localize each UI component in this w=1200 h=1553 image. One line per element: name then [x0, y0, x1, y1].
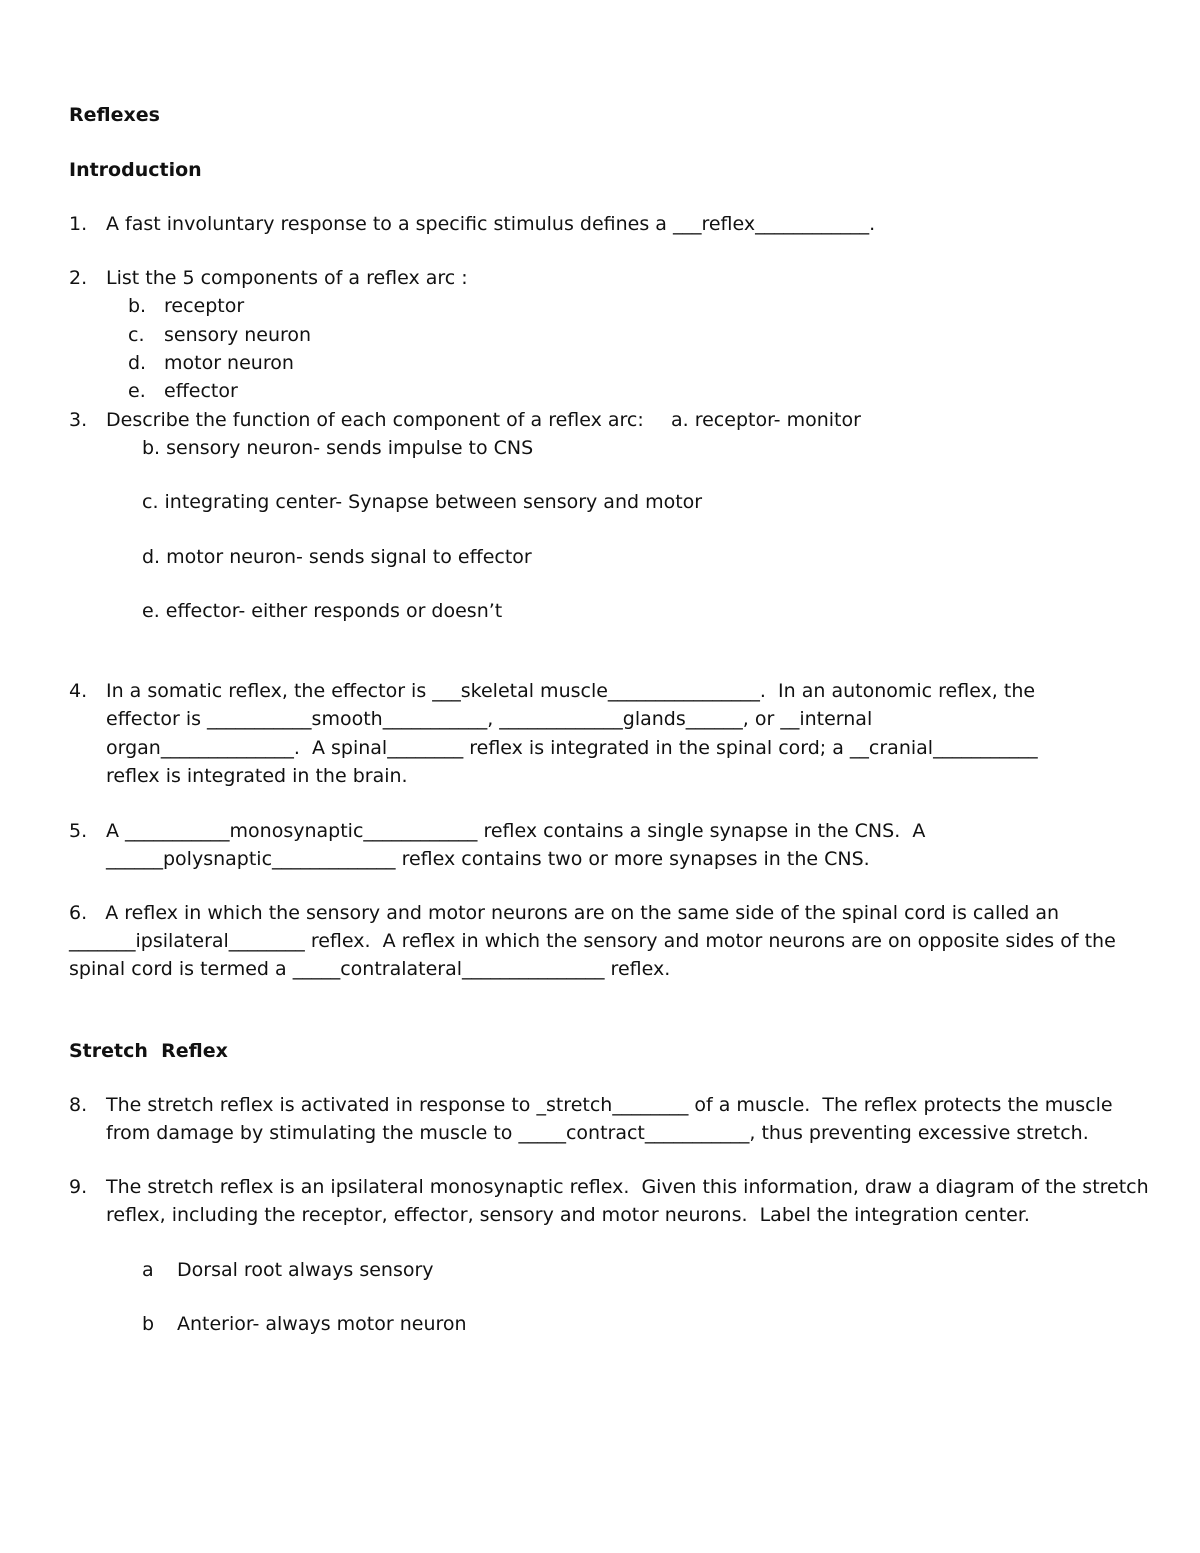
q9-line: reflex, including the receptor, effector, sensory and motor neurons. Label the integration center. — [106, 1204, 1030, 1226]
q4-line: In a somatic reflex, the effector is ___skeletal muscle________________. In an autonomic reflex, the — [106, 680, 1036, 702]
q9-item-letter: b — [142, 1313, 155, 1335]
q9-item-letter: a — [142, 1259, 154, 1281]
q4-line: organ______________. A spinal________ reflex is integrated in the spinal cord; a __cranial___________ — [106, 737, 1038, 759]
q4-number: 4. — [69, 680, 88, 702]
q2-item: sensory neuron — [164, 324, 312, 346]
q2-item-letter: b. — [128, 295, 147, 317]
q2-item: motor neuron — [164, 352, 294, 374]
q5-line: A ___________monosynaptic____________ reflex contains a single synapse in the CNS. A — [106, 820, 926, 842]
q9-number: 9. — [69, 1176, 88, 1198]
q3-answer-c: c. integrating center- Synapse between sensory and motor — [142, 491, 703, 513]
q5-line: ______polysnaptic_____________ reflex contains two or more synapses in the CNS. — [106, 848, 870, 870]
stretch-heading: Stretch Reflex — [69, 1040, 228, 1062]
q2-item-letter: c. — [128, 324, 145, 346]
q6-line: _______ipsilateral________ reflex. A reflex in which the sensory and motor neurons are on opposite sides of the — [69, 930, 1116, 952]
q8-line: from damage by stimulating the muscle to _____contract___________, thus preventing excessive stretch. — [106, 1122, 1089, 1144]
q2-text: List the 5 components of a reflex arc : — [106, 267, 468, 289]
q2-item-letter: e. — [128, 380, 146, 402]
q8-number: 8. — [69, 1094, 88, 1116]
q2-number: 2. — [69, 267, 88, 289]
intro-heading: Introduction — [69, 159, 202, 181]
q1-number: 1. — [69, 213, 88, 235]
q8-line: The stretch reflex is activated in response to _stretch________ of a muscle. The reflex protects the muscle — [106, 1094, 1113, 1116]
q3-answer-d: d. motor neuron- sends signal to effector — [142, 546, 532, 568]
q6-line: 6. A reflex in which the sensory and motor neurons are on the same side of the spinal cord is called an — [69, 902, 1060, 924]
q2-item: receptor — [164, 295, 245, 317]
q2-item-letter: d. — [128, 352, 147, 374]
q1-text: A fast involuntary response to a specific stimulus defines a ___reflex____________. — [106, 213, 876, 235]
q9-item: Dorsal root always sensory — [177, 1259, 434, 1281]
page-title: Reflexes — [69, 104, 160, 126]
q9-item: Anterior- always motor neuron — [177, 1313, 467, 1335]
q3-number: 3. — [69, 409, 88, 431]
q3-answer-a: a. receptor- monitor — [671, 409, 861, 431]
q9-line: The stretch reflex is an ipsilateral monosynaptic reflex. Given this information, draw a diagram of the stretch — [106, 1176, 1149, 1198]
q3-answer-b: b. sensory neuron- sends impulse to CNS — [142, 437, 534, 459]
q5-number: 5. — [69, 820, 88, 842]
q3-text: Describe the function of each component of a reflex arc: — [106, 409, 644, 431]
q4-line: effector is ___________smooth___________, _____________glands______, or __internal — [106, 708, 873, 730]
q3-answer-e: e. effector- either responds or doesn’t — [142, 600, 503, 622]
q4-line: reflex is integrated in the brain. — [106, 765, 408, 787]
q2-item: effector — [164, 380, 238, 402]
q6-line: spinal cord is termed a _____contralateral_______________ reflex. — [69, 958, 671, 980]
